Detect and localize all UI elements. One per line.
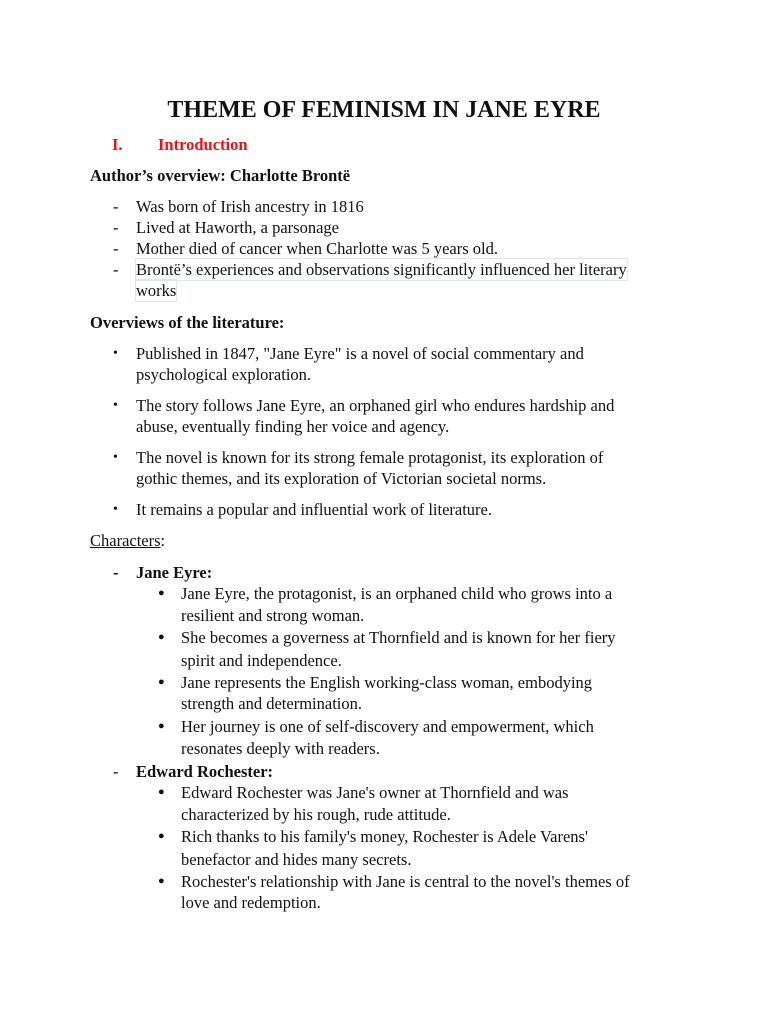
dash-marker: - (113, 197, 119, 216)
rochester-item: Rochester's relationship with Jane is central to the novel's themes of (181, 872, 630, 891)
author-item: Was born of Irish ancestry in 1816 (136, 197, 364, 216)
overview-item-continuation: gothic themes, and its exploration of Victorian societal norms. (136, 469, 547, 488)
author-heading: Author’s overview: Charlotte Brontë (90, 166, 351, 185)
overview-heading: Overviews of the literature: (90, 313, 285, 332)
jane-item-continuation: spirit and independence. (181, 651, 342, 670)
dash-marker: - (113, 762, 119, 781)
bullet-icon: ● (158, 631, 165, 643)
dash-marker: - (113, 260, 119, 279)
characters-heading-text: Characters (90, 531, 161, 550)
character-name-jane: Jane Eyre: (136, 563, 213, 582)
rochester-item-continuation: love and redemption. (181, 893, 321, 912)
dash-marker: - (113, 563, 119, 582)
bullet-icon: ● (158, 786, 165, 798)
characters-heading (90, 530, 165, 551)
document-title: THEME OF FEMINISM IN JANE EYRE (167, 97, 601, 123)
overview-item: The story follows Jane Eyre, an orphaned girl who endures hardship and (136, 396, 615, 415)
overview-item-continuation: abuse, eventually finding her voice and agency. (136, 417, 450, 436)
bullet-icon: • (113, 346, 118, 361)
dash-marker: - (113, 239, 119, 258)
bullet-icon: ● (158, 720, 165, 732)
overview-item: The novel is known for its strong female protagonist, its exploration of (136, 448, 604, 467)
author-item-continuation: works (136, 281, 177, 300)
jane-item: Jane represents the English working-class woman, embodying (181, 673, 593, 692)
rochester-item: Rich thanks to his family's money, Rochester is Adele Varens' (181, 827, 588, 846)
character-name-rochester: Edward Rochester: (136, 762, 274, 781)
bullet-icon: ● (158, 830, 165, 842)
section-title: Introduction (158, 135, 248, 154)
author-item: Mother died of cancer when Charlotte was 5 years old. (136, 239, 498, 258)
bullet-icon: • (113, 502, 118, 517)
jane-item-continuation: resonates deeply with readers. (181, 739, 380, 758)
bullet-icon: • (113, 450, 118, 465)
overview-item: Published in 1847, "Jane Eyre" is a novel of social commentary and (136, 344, 584, 363)
rochester-item-continuation: benefactor and hides many secrets. (181, 850, 412, 869)
characters-heading-colon: : (160, 531, 166, 550)
dash-marker: - (113, 218, 119, 237)
overview-item: It remains a popular and influential work of literature. (136, 500, 492, 519)
rochester-item-continuation: characterized by his rough, rude attitude. (181, 805, 451, 824)
bullet-icon: ● (158, 875, 165, 887)
section-number: I. (112, 135, 123, 154)
jane-item: She becomes a governess at Thornfield and is known for her fiery (181, 628, 616, 647)
overview-item-continuation: psychological exploration. (136, 365, 312, 384)
bullet-icon: ● (158, 676, 165, 688)
author-item: Brontë’s experiences and observations significantly influenced her literary (136, 260, 627, 279)
bullet-icon: ● (158, 587, 165, 599)
rochester-item: Edward Rochester was Jane's owner at Thornfield and was (181, 783, 569, 802)
jane-item-continuation: strength and determination. (181, 694, 362, 713)
bullet-icon: • (113, 398, 118, 413)
jane-item: Her journey is one of self-discovery and empowerment, which (181, 717, 594, 736)
author-item: Lived at Haworth, a parsonage (136, 218, 339, 237)
jane-item: Jane Eyre, the protagonist, is an orphaned child who grows into a (181, 584, 613, 603)
jane-item-continuation: resilient and strong woman. (181, 606, 365, 625)
